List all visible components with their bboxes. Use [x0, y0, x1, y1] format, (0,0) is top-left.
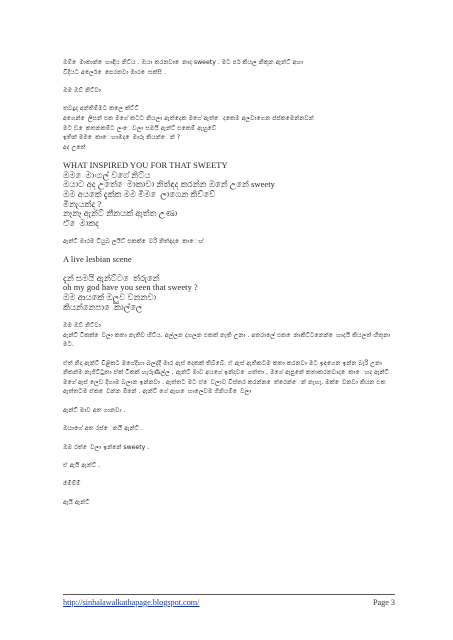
- paragraph: [63, 58, 395, 77]
- text-line: ඇයි ඇන්ට්: [63, 498, 90, 506]
- paragraph: [63, 424, 395, 434]
- text-line: මට ඩ ෙකතනකම්ට ලංෙවලා සමයි ඇන්ට් එකෙම් ඇහුවේ: [63, 124, 217, 132]
- page-body: [63, 58, 395, 516]
- paragraph: [63, 406, 395, 416]
- footer-blog-link[interactable]: http://sinhalawalkathapage.blogspot.com/: [63, 598, 200, 607]
- paragraph: [63, 86, 395, 96]
- text-line: අගෙන් ෙලිසන් එක මගේ කටට නියලා ඇත්දෙක මගේ ඇත්ෙදකෙම අලවාගෙන ප්ප්කමෙන්නවන්: [63, 114, 314, 122]
- text-line: ඔයාට අද උතේ ෙමාකාවා නිත්ඳද කරන්න ඔනේ උනේ sweety: [63, 180, 275, 190]
- text-line: WHAT INSPIRED YOU FOR THAT SWEETY: [63, 161, 228, 171]
- text-line: oh my god have you seen that sweety ?: [63, 283, 198, 293]
- text-line: ඡ්ම්ම්ම්: [63, 480, 81, 488]
- text-line: ඔම අයකේ දැක්ක මම මිම ෙලාගෙන කිව්වේ: [63, 189, 216, 199]
- text-line: අද උතේ: [63, 143, 86, 151]
- page-footer: [63, 594, 395, 609]
- text-line: ඔම රත් ෙවලා ඉන්නේ sweety .: [63, 443, 150, 451]
- text-line: A live lesbian scene: [63, 255, 132, 265]
- text-line: මිනැයක්ද ?: [63, 199, 102, 209]
- paragraph: [63, 274, 395, 312]
- paragraph: [63, 104, 395, 152]
- text-line: තවදුද අන්තිම්මට කලෙ ක්ට්ට්: [63, 105, 139, 113]
- text-line: ඒ ෙමාකද: [63, 218, 99, 228]
- text-line: ඔයාගේ අත රස්ෙනයි ඇන්ට් .: [63, 425, 143, 433]
- text-line: ඇන්ට් ටිකක් ෙවලා කතා නැතිව හිට්ය. අල්ලන දගලන එකක් නැති උනා . අතරාලේ එක ෙනාකිට්ටනෙන් ෙහාදයි කියලත් හිතුනා මට.: [63, 331, 391, 349]
- paragraph: [63, 443, 395, 453]
- text-line: කියන්නෙපා ෙකාල්ලෙ: [63, 302, 143, 312]
- paragraph: [63, 498, 395, 508]
- text-line: ඔම් ෙමාකාන් ෙහාඳිය නිට්ය . ඔයා කරනවා ෙනාද sweety . මට පර් කියල නිකුන ඇන්ට් අහා: [63, 59, 304, 66]
- paragraph: [63, 321, 395, 350]
- text-line: ඇන්ට් මාව අත ගානවා .: [63, 406, 126, 414]
- page-number: Page 3: [372, 598, 395, 607]
- text-line: ඉතින් මම ෙකාෙහාමද ෙමාරු කියන්ෙන් ?: [63, 134, 181, 142]
- paragraph: [63, 359, 395, 397]
- text-line: ඔම ඔව් නිට්වා: [63, 86, 101, 94]
- text-line: ඒ ඇයි ඇන්ට් .: [63, 461, 101, 469]
- paragraph: [63, 461, 395, 471]
- text-line: විදියට අලෙර් ෙපෙරනවා මාර ෙසක්සි .: [63, 68, 166, 76]
- text-line: දැන් සමයි ඇන්ට්ට ෙත්රුනේ: [63, 273, 160, 283]
- text-line: නෑනෑ ඇන්ට් නීනයක් ඇත්ත උණා: [63, 209, 178, 219]
- text-line: ඒත් නිදා ඇන්ට් විළිකට මගේදිහා බලද්දී මාර ඇස් දෙකක් තිබ්බේ. ඒ ඇස් ඇතිකටම කතා කරනවා මට ඉඳගෙන ඉන්න බැරි උනා නිකන්ම නැගිට්ටුතා ඒක් ටිකක් හැරුණිල්ල , ඇන්ට් මාව අයගේ ඉන්දව ෙගත්තා , මගේ ඇපුනේ කතාකරනවාද ෙකාෙහද ඇන්ට් මගේ ඇස් ලෙඩ දිහාම බලාන ඉන්නවා . ඇත්තට මට ඒ ෙවලාව විස්තර කරන්න ෙත්රෙන්ෙන් නැහැ. මක් ෙවනවා කියන එක ඇත්තටම ඒක ෙවන්න ඕනේ . ඇන්ට් ගේ ඇඟ ෙහාලෙවම ගිනියම් ෙවලා: [63, 359, 389, 396]
- text-line: ඔම ආයකේ ඔලුව වනනවා: [63, 293, 157, 303]
- text-line: ඔම ෙමාංගල් වගේ නිට්ය: [63, 170, 151, 180]
- paragraph: [63, 237, 395, 247]
- text-line: ඇන්ට් මාරම ට්යුබ ලයිට් එකක් ෙවරි නිත්ඳද ෙකාෙහ්: [63, 238, 204, 246]
- text-line: ඔම ඔව් නිට්වා: [63, 322, 101, 330]
- paragraph: [63, 479, 395, 489]
- paragraph: [63, 161, 395, 228]
- paragraph: [63, 255, 395, 265]
